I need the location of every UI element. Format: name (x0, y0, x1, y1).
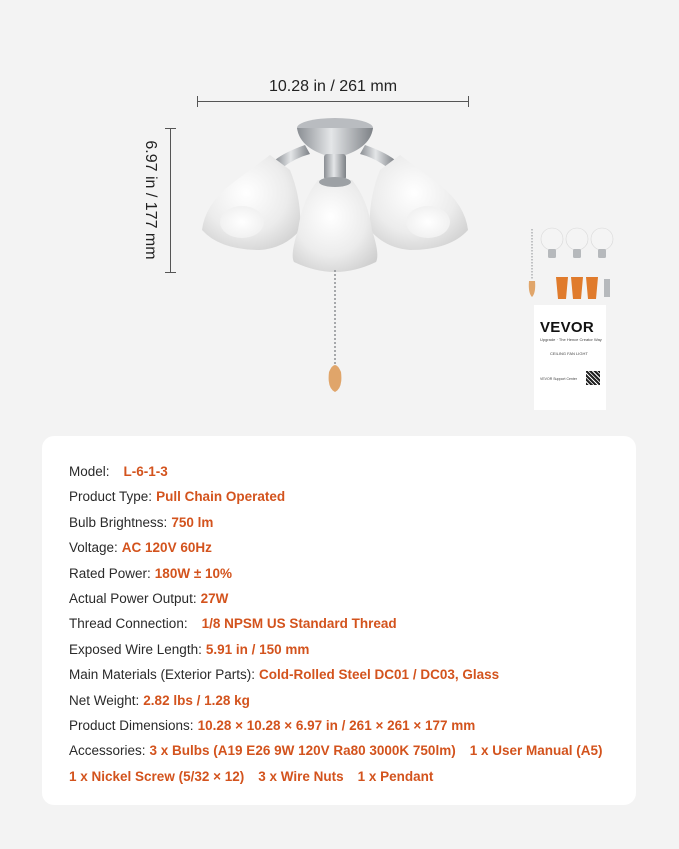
height-dimension-tick-bottom (165, 272, 176, 273)
spec-value: L-6-1-3 (123, 464, 168, 479)
spec-card (42, 436, 636, 805)
width-dimension (197, 76, 469, 106)
accessory-item: 3 x Bulbs (A19 E26 9W 120V Ra80 3000K 750lm) (149, 743, 456, 759)
spec-key: Model: (69, 464, 110, 479)
spec-value: 750 lm (171, 514, 214, 530)
spec-row-voltage (69, 535, 626, 560)
spec-row-main-materials (69, 662, 626, 687)
spec-value: Cold-Rolled Steel DC01 / DC03, Glass (259, 667, 500, 683)
spec-row-thread-connection (69, 611, 626, 636)
spec-key: Net Weight: (69, 692, 140, 708)
spec-key: Product Dimensions: (69, 717, 194, 733)
spec-value: AC 120V 60Hz (121, 540, 212, 556)
spec-key: Rated Power: (69, 565, 151, 581)
accessory-item: 1 x User Manual (A5) (469, 743, 603, 759)
spec-value: 1/8 NPSM US Standard Thread (201, 616, 397, 632)
spec-value: 10.28 × 10.28 × 6.97 in / 261 × 261 × 177 mm (197, 717, 476, 733)
accessory-item: 1 x Nickel Screw (5/32 × 12) (69, 768, 245, 784)
spec-key: Bulb Brightness: (69, 514, 168, 530)
spec-row-rated-power (69, 561, 626, 586)
qr-code-icon (586, 371, 600, 385)
spec-list (69, 459, 626, 789)
width-dimension-label: 10.28 in / 261 mm (268, 78, 398, 95)
spec-row-product-dimensions (69, 713, 626, 738)
spec-value: 2.82 lbs / 1.28 kg (143, 692, 250, 708)
height-dimension-line (170, 128, 171, 273)
width-dimension-tick-right (468, 96, 469, 107)
spec-key: Main Materials (Exterior Parts): (69, 667, 256, 683)
spec-value: 5.91 in / 150 mm (205, 641, 310, 657)
spec-key: Exposed Wire Length: (69, 641, 202, 657)
spec-key: Thread Connection: (69, 616, 188, 632)
height-dimension-label: 6.97 in / 177 mm (142, 140, 159, 260)
brand-logo: VEVOR (540, 319, 595, 336)
spec-value: Pull Chain Operated (156, 489, 286, 505)
spec-key: Voltage: (69, 540, 118, 556)
manual-title: CEILING FAN LIGHT (550, 351, 588, 356)
spec-key: Product Type: (69, 489, 153, 505)
spec-row-net-weight (69, 688, 626, 713)
spec-key: Accessories: (69, 743, 146, 759)
spec-row-actual-power (69, 586, 626, 611)
spec-row-bulb-brightness (69, 510, 626, 535)
user-manual (534, 305, 606, 410)
spec-row-accessories (69, 738, 626, 763)
spec-key: Actual Power Output: (69, 590, 197, 606)
spec-row-model (69, 459, 626, 484)
spec-row-accessories-continued (69, 764, 626, 789)
accessory-item: 1 x Pendant (357, 768, 434, 784)
height-dimension (140, 128, 176, 273)
width-dimension-line (197, 101, 469, 102)
accessory-item: 3 x Wire Nuts (258, 768, 344, 784)
spec-value: 180W ± 10% (154, 565, 232, 581)
brand-tagline: Upgrade · The Hence Creator Way (540, 337, 602, 342)
spec-value: 27W (200, 590, 229, 606)
spec-row-wire-length (69, 637, 626, 662)
spec-row-product-type (69, 484, 626, 509)
support-label: VEVOR Support Center (540, 377, 577, 381)
ceiling-fan-light-fixture-image (190, 110, 480, 440)
